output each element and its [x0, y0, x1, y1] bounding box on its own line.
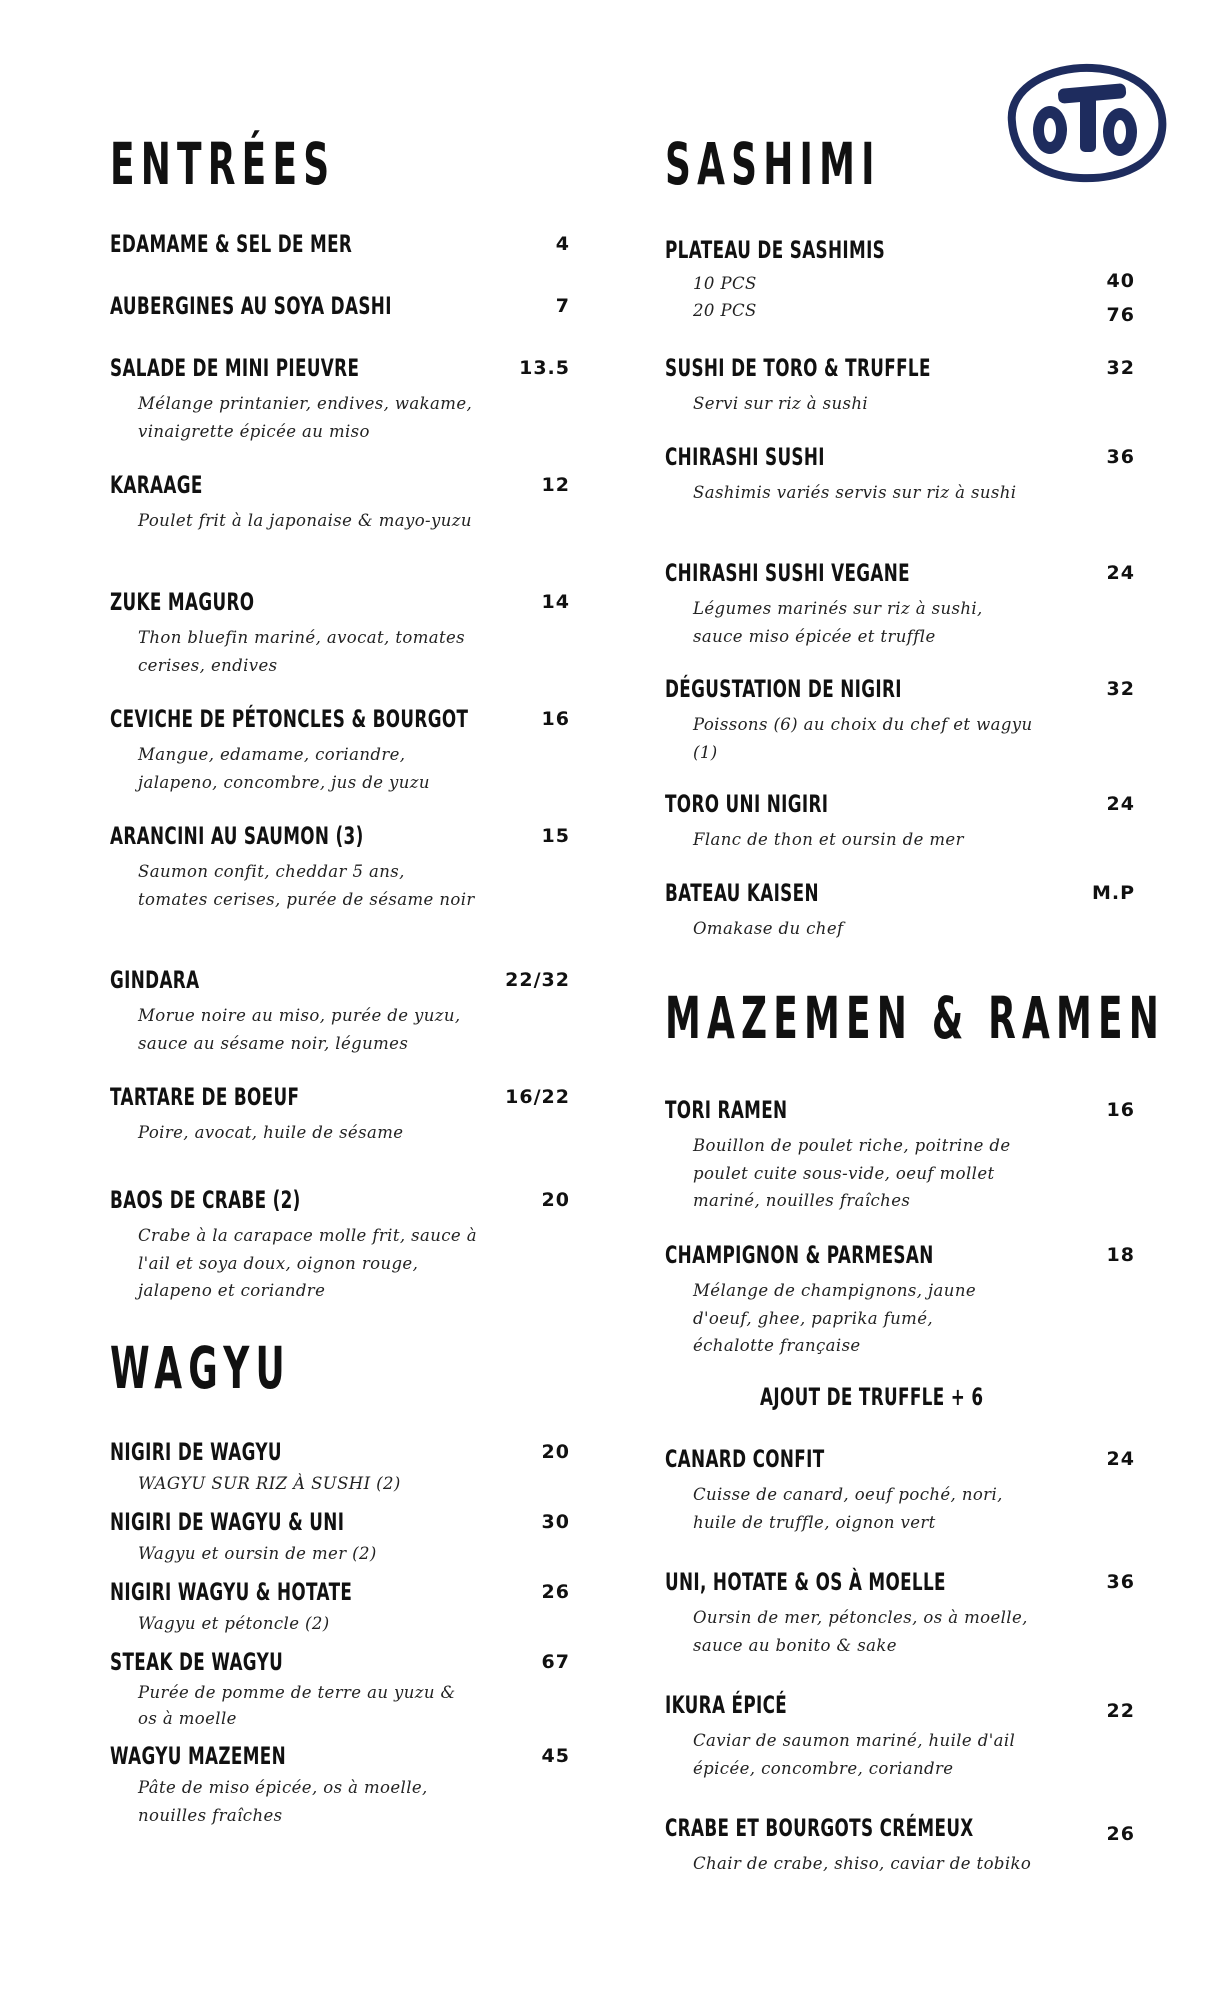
menu-item-uni-hotate: [665, 1566, 1135, 1659]
menu-item-ceviche: [110, 703, 570, 796]
item-price: 24: [1106, 793, 1135, 815]
item-description: Légumes marinés sur riz à sushi, sauce miso épicée et truffle: [693, 599, 983, 646]
item-description: Poulet frit à la japonaise & mayo-yuzu: [138, 511, 472, 530]
item-price: 45: [541, 1745, 570, 1767]
item-description: WAGYU SUR RIZ À SUSHI (2): [138, 1474, 401, 1493]
item-name: NIGIRI DE WAGYU: [110, 1438, 282, 1466]
menu-item-plateau-sashimis: [665, 234, 1135, 324]
item-name: KARAAGE: [110, 471, 203, 499]
item-price: 22: [1106, 1700, 1135, 1722]
menu-item-salade-pieuvre: [110, 352, 570, 445]
menu-item-nigiri-wagyu: [110, 1436, 570, 1498]
menu-item-baos-crabe: [110, 1184, 570, 1305]
menu-item-chirashi: [665, 441, 1135, 507]
menu-item-sushi-toro: [665, 352, 1135, 418]
menu-item-degustation-nigiri: [665, 673, 1135, 766]
item-price: 4: [555, 233, 570, 255]
item-price: 26: [541, 1581, 570, 1603]
item-description: Crabe à la carapace molle frit, sauce à l'ail et soya doux, oignon rouge, jalapeno et coriandre: [138, 1226, 477, 1300]
item-description: Sashimis variés servis sur riz à sushi: [693, 483, 1017, 502]
item-description: Poissons (6) au choix du chef et wagyu (1): [693, 715, 1033, 762]
section-title-mazemen-ramen: MAZEMEN & RAMEN: [665, 984, 1166, 1052]
item-name: GINDARA: [110, 966, 200, 994]
item-price: 13.5: [519, 357, 570, 379]
plateau-prices: [1107, 264, 1135, 332]
item-price: 24: [1106, 1448, 1135, 1470]
menu-item-toro-uni: [665, 788, 1135, 854]
item-name: NIGIRI WAGYU & HOTATE: [110, 1578, 353, 1606]
item-name: CHIRASHI SUSHI VEGANE: [665, 559, 910, 587]
item-name: EDAMAME & SEL DE MER: [110, 230, 353, 258]
item-description: Purée de pomme de terre au yuzu & os à moelle: [138, 1683, 456, 1728]
option-label: 10 PCS: [693, 274, 757, 293]
menu-item-bateau-kaisen: [665, 877, 1135, 943]
menu-item-edamame: [110, 228, 570, 260]
menu-item-arancini: [110, 820, 570, 913]
item-price: 30: [541, 1511, 570, 1533]
item-description: Cuisse de canard, oeuf poché, nori, huile de truffle, oignon vert: [693, 1485, 1003, 1532]
option-price: 40: [1106, 270, 1135, 292]
item-name: SUSHI DE TORO & TRUFFLE: [665, 354, 931, 382]
menu-item-gindara: [110, 964, 570, 1057]
option-label: 20 PCS: [693, 301, 757, 320]
menu-item-tartare: [110, 1081, 570, 1147]
item-name: TORO UNI NIGIRI: [665, 790, 829, 818]
item-description: Thon bluefin mariné, avocat, tomates cerises, endives: [138, 628, 466, 675]
item-price: 32: [1106, 678, 1135, 700]
item-name: CEVICHE DE PÉTONCLES & BOURGOT: [110, 705, 469, 733]
item-price: 67: [541, 1651, 570, 1673]
menu-item-chirashi-vegane: [665, 557, 1135, 650]
item-price: 36: [1106, 446, 1135, 468]
section-title-wagyu: WAGYU: [110, 1334, 291, 1402]
menu-item-wagyu-mazemen: [110, 1740, 570, 1829]
menu-item-nigiri-wagyu-uni: [110, 1506, 570, 1568]
item-description: Saumon confit, cheddar 5 ans, tomates cerises, purée de sésame noir: [138, 862, 475, 909]
item-description: Chair de crabe, shiso, caviar de tobiko: [693, 1854, 1032, 1873]
menu-item-karaage: [110, 469, 570, 535]
menu-item-zuke-maguro: [110, 586, 570, 679]
item-price: 20: [541, 1189, 570, 1211]
item-name: CANARD CONFIT: [665, 1445, 825, 1473]
item-description: Oursin de mer, pétoncles, os à moelle, sauce au bonito & sake: [693, 1608, 1028, 1655]
section-title-sashimi: SASHIMI: [665, 130, 881, 198]
item-price: 18: [1106, 1244, 1135, 1266]
item-name: UNI, HOTATE & OS À MOELLE: [665, 1568, 946, 1596]
menu-item-canard-confit: [665, 1443, 1135, 1536]
menu-item-nigiri-wagyu-hotate: [110, 1576, 570, 1638]
item-price: 16/22: [505, 1086, 570, 1108]
item-name: NIGIRI DE WAGYU & UNI: [110, 1508, 345, 1536]
item-description: Mélange printanier, endives, wakame, vinaigrette épicée au miso: [138, 394, 473, 441]
item-name: AUBERGINES AU SOYA DASHI: [110, 292, 392, 320]
addon-truffle: AJOUT DE TRUFFLE + 6: [760, 1383, 984, 1411]
item-name: CHAMPIGNON & PARMESAN: [665, 1241, 934, 1269]
item-name: BAOS DE CRABE (2): [110, 1186, 301, 1214]
item-price: 14: [541, 591, 570, 613]
item-name: ARANCINI AU SAUMON (3): [110, 822, 364, 850]
logo-letter-o-right-hole: [1114, 120, 1126, 144]
item-name: CHIRASHI SUSHI: [665, 443, 825, 471]
item-name: IKURA ÉPICÉ: [665, 1691, 788, 1719]
item-description: Wagyu et oursin de mer (2): [138, 1544, 377, 1563]
item-name: PLATEAU DE SASHIMIS: [665, 236, 886, 264]
plateau-options: [693, 270, 1135, 324]
menu-item-ikura-epice: [665, 1689, 1135, 1782]
item-name: TORI RAMEN: [665, 1096, 788, 1124]
item-price: 36: [1106, 1571, 1135, 1593]
item-price: 20: [541, 1441, 570, 1463]
item-price: M.P: [1091, 882, 1135, 904]
item-name: SALADE DE MINI PIEUVRE: [110, 354, 360, 382]
item-price: 22/32: [505, 969, 570, 991]
item-description: Flanc de thon et oursin de mer: [693, 830, 964, 849]
item-price: 15: [541, 825, 570, 847]
item-name: WAGYU MAZEMEN: [110, 1742, 287, 1770]
item-price: 26: [1106, 1823, 1135, 1845]
menu-item-steak-wagyu: [110, 1646, 570, 1732]
section-title-entrees: ENTRÉES: [110, 130, 336, 198]
item-description: Wagyu et pétoncle (2): [138, 1614, 330, 1633]
item-description: Morue noire au miso, purée de yuzu, sauce au sésame noir, légumes: [138, 1006, 461, 1053]
logo-letter-o-left-hole: [1044, 118, 1056, 142]
item-description: Pâte de miso épicée, os à moelle, nouilles fraîches: [138, 1778, 428, 1825]
item-name: ZUKE MAGURO: [110, 588, 255, 616]
oto-logo: [1000, 60, 1170, 184]
item-price: 24: [1106, 562, 1135, 584]
item-price: 16: [1106, 1099, 1135, 1121]
item-description: Bouillon de poulet riche, poitrine de poulet cuite sous-vide, oeuf mollet mariné, nouilles fraîches: [693, 1136, 1011, 1210]
item-name: DÉGUSTATION DE NIGIRI: [665, 675, 902, 703]
logo-letter-t-stem: [1080, 96, 1096, 152]
item-name: BATEAU KAISEN: [665, 879, 819, 907]
item-name: CRABE ET BOURGOTS CRÉMEUX: [665, 1814, 974, 1842]
item-price: 7: [555, 295, 570, 317]
item-description: Mangue, edamame, coriandre, jalapeno, concombre, jus de yuzu: [138, 745, 430, 792]
item-description: Poire, avocat, huile de sésame: [138, 1123, 404, 1142]
item-price: 32: [1106, 357, 1135, 379]
item-description: Omakase du chef: [693, 919, 844, 938]
item-description: Caviar de saumon mariné, huile d'ail épicée, concombre, coriandre: [693, 1731, 1016, 1778]
menu-item-crabe-bourgots: [665, 1812, 1135, 1878]
item-description: Mélange de champignons, jaune d'oeuf, ghee, paprika fumé, échalotte française: [693, 1281, 977, 1355]
item-price: 16: [541, 708, 570, 730]
menu-item-aubergines: [110, 290, 570, 322]
option-price: 76: [1106, 304, 1135, 326]
menu-item-champignon-parmesan: [665, 1239, 1135, 1360]
item-name: TARTARE DE BOEUF: [110, 1083, 300, 1111]
item-price: 12: [541, 474, 570, 496]
menu-item-tori-ramen: [665, 1094, 1135, 1215]
item-name: STEAK DE WAGYU: [110, 1648, 284, 1676]
item-description: Servi sur riz à sushi: [693, 394, 869, 413]
